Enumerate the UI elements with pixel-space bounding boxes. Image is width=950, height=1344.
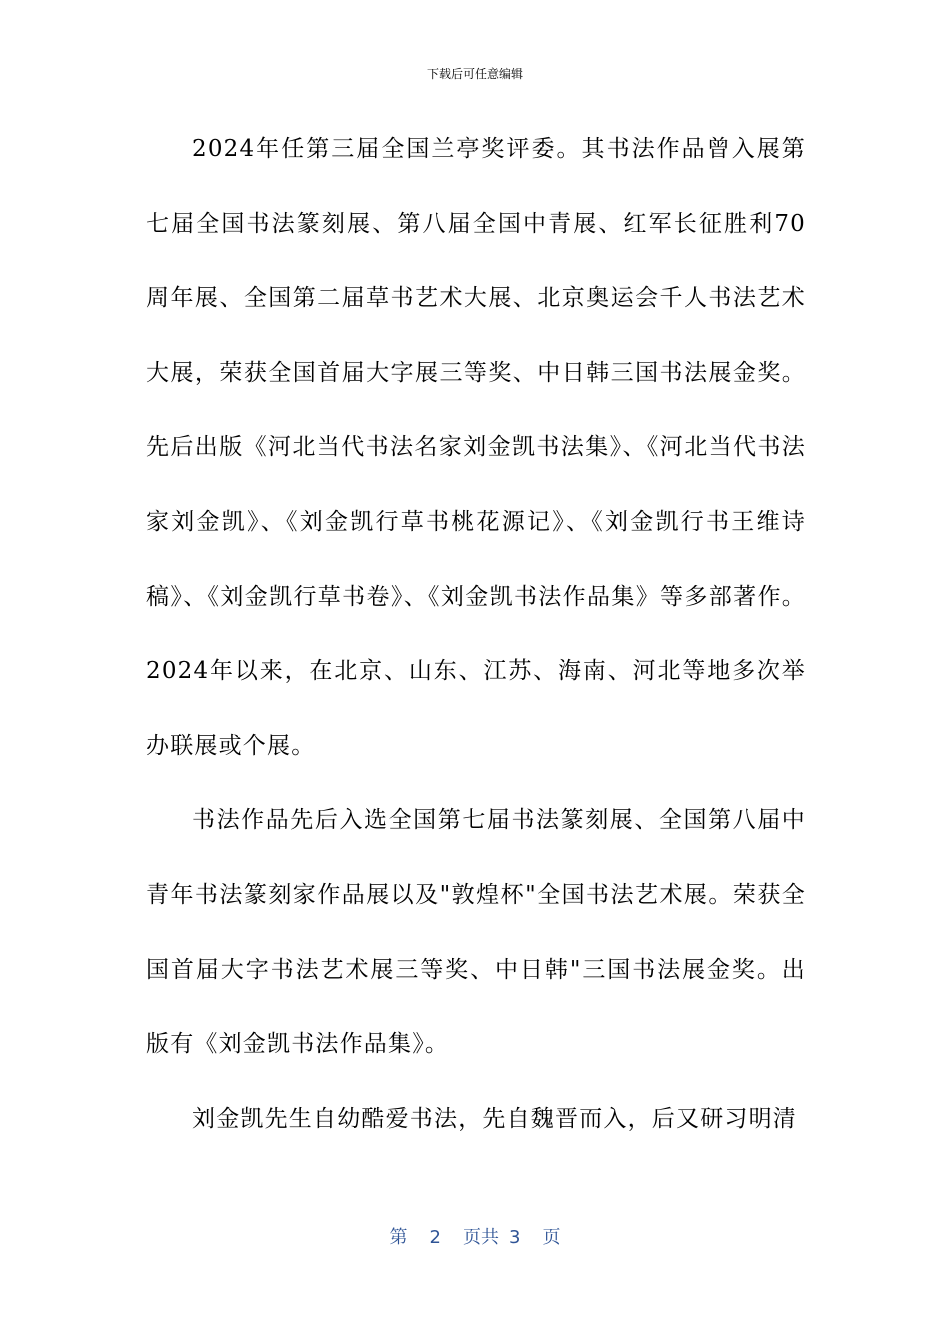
page-footer [0,1226,950,1250]
footer-suffix: 页 [542,1227,561,1248]
footer-prefix: 第 [389,1227,408,1248]
page-header: 下载后可任意编辑 [426,67,523,81]
footer-current-page: 2 [429,1227,441,1248]
paragraph-1: 2024年任第三届全国兰亭奖评委。其书法作品曾入展第七届全国书法篆刻展、第八届全国中青展、红军长征胜利70周年展、全国第二届草书艺术大展、北京奥运会千人书法艺术大展，荣获全国首届大字展三等奖、中日韩三国书法展金奖。先后出版《河北当代书法名家刘金凯书法集》、《河北当代书法家刘金凯》、《刘金凯行草书桃花源记》、《刘金凯行书王维诗稿》、《刘金凯行草书卷》、《刘金凯书法作品集》等多部著作。2024年以来，在北京、山东、江苏、海南、河北等地多次举办联展或个展。 [146,136,806,759]
document-body [146,112,806,1156]
footer-middle: 页共 [463,1227,499,1248]
paragraph-2: 书法作品先后入选全国第七届书法篆刻展、全国第八届中青年书法篆刻家作品展以及"敦煌杯"全国书法艺术展。荣获全国首届大字书法艺术展三等奖、中日韩"三国书法展金奖。出版有《刘金凯书法作品集》。 [146,807,806,1058]
footer-total-pages: 3 [509,1227,521,1248]
paragraph-3: 刘金凯先生自幼酷爱书法，先自魏晋而入，后又研习明清 [192,1105,797,1132]
